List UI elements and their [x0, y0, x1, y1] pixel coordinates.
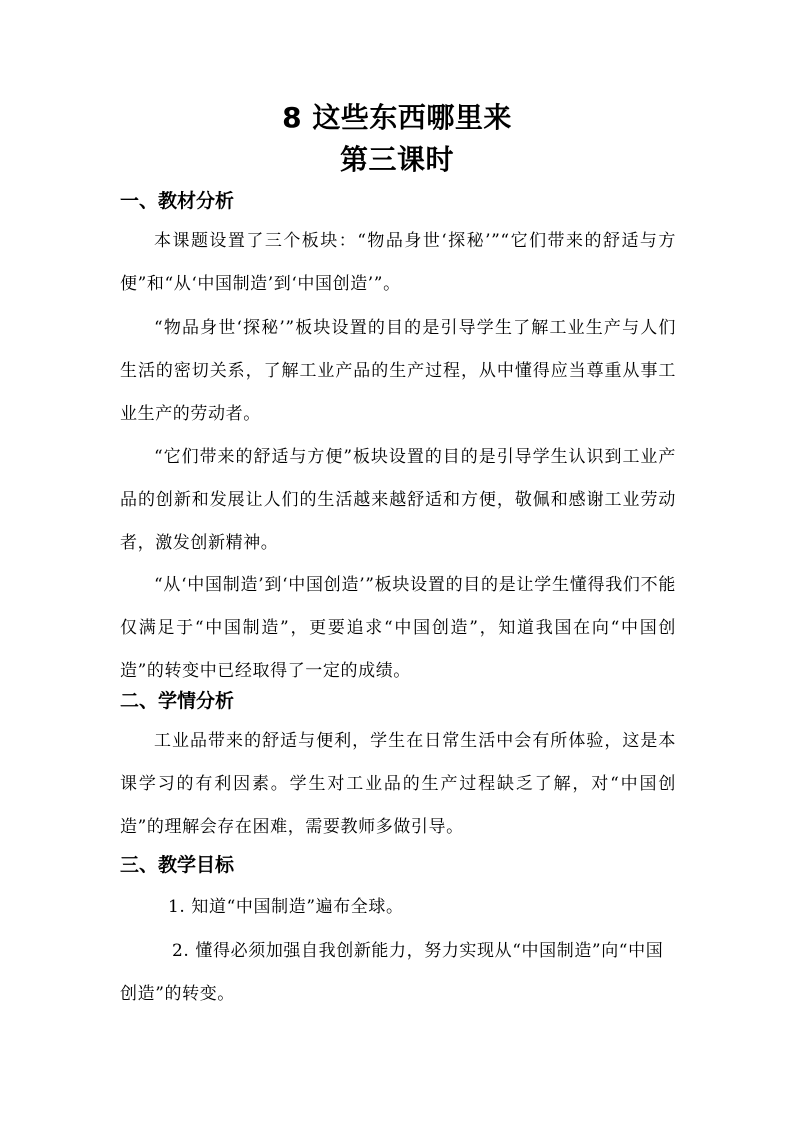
- paragraph: 工业品带来的舒适与便利，学生在日常生活中会有所体验，这是本课学习的有利因素。学生对工业品的生产过程缺乏了解，对“中国创造”的理解会存在困难，需要教师多做引导。: [120, 731, 676, 837]
- section-heading-learner-analysis: 二、学情分析: [120, 690, 235, 712]
- section-heading-teaching-objectives: 三、教学目标: [120, 854, 235, 876]
- paragraph: “它们带来的舒适与方便”板块设置的目的是引导学生认识到工业产品的创新和发展让人们的生活越来越舒适和方便，敬佩和感谢工业劳动者，激发创新精神。: [120, 447, 676, 553]
- paragraph: 本课题设置了三个板块：“物品身世‘探秘’”“它们带来的舒适与方便”和“从‘中国制造’到‘中国创造’”。: [120, 231, 676, 294]
- document-title: 8 这些东西哪里来: [282, 101, 512, 134]
- objective-item: 2. 懂得必须加强自我创新能力，努力实现从“中国制造”向“中国创造”的转变。: [120, 941, 664, 1004]
- document-subtitle: 第三课时: [339, 143, 454, 176]
- paragraph: “从‘中国制造’到‘中国创造’”板块设置的目的是让学生懂得我们不能仅满足于“中国制造”，更要追求“中国创造”，知道我国在向“中国创造”的转变中已经取得了一定的成绩。: [120, 575, 676, 681]
- objective-item: 1. 知道“中国制造”遍布全球。: [168, 897, 404, 917]
- paragraph: “物品身世‘探秘’”板块设置的目的是引导学生了解工业生产与人们生活的密切关系，了解工业产品的生产过程，从中懂得应当尊重从事工业生产的劳动者。: [120, 318, 676, 424]
- section-heading-textbook-analysis: 一、教材分析: [120, 190, 235, 212]
